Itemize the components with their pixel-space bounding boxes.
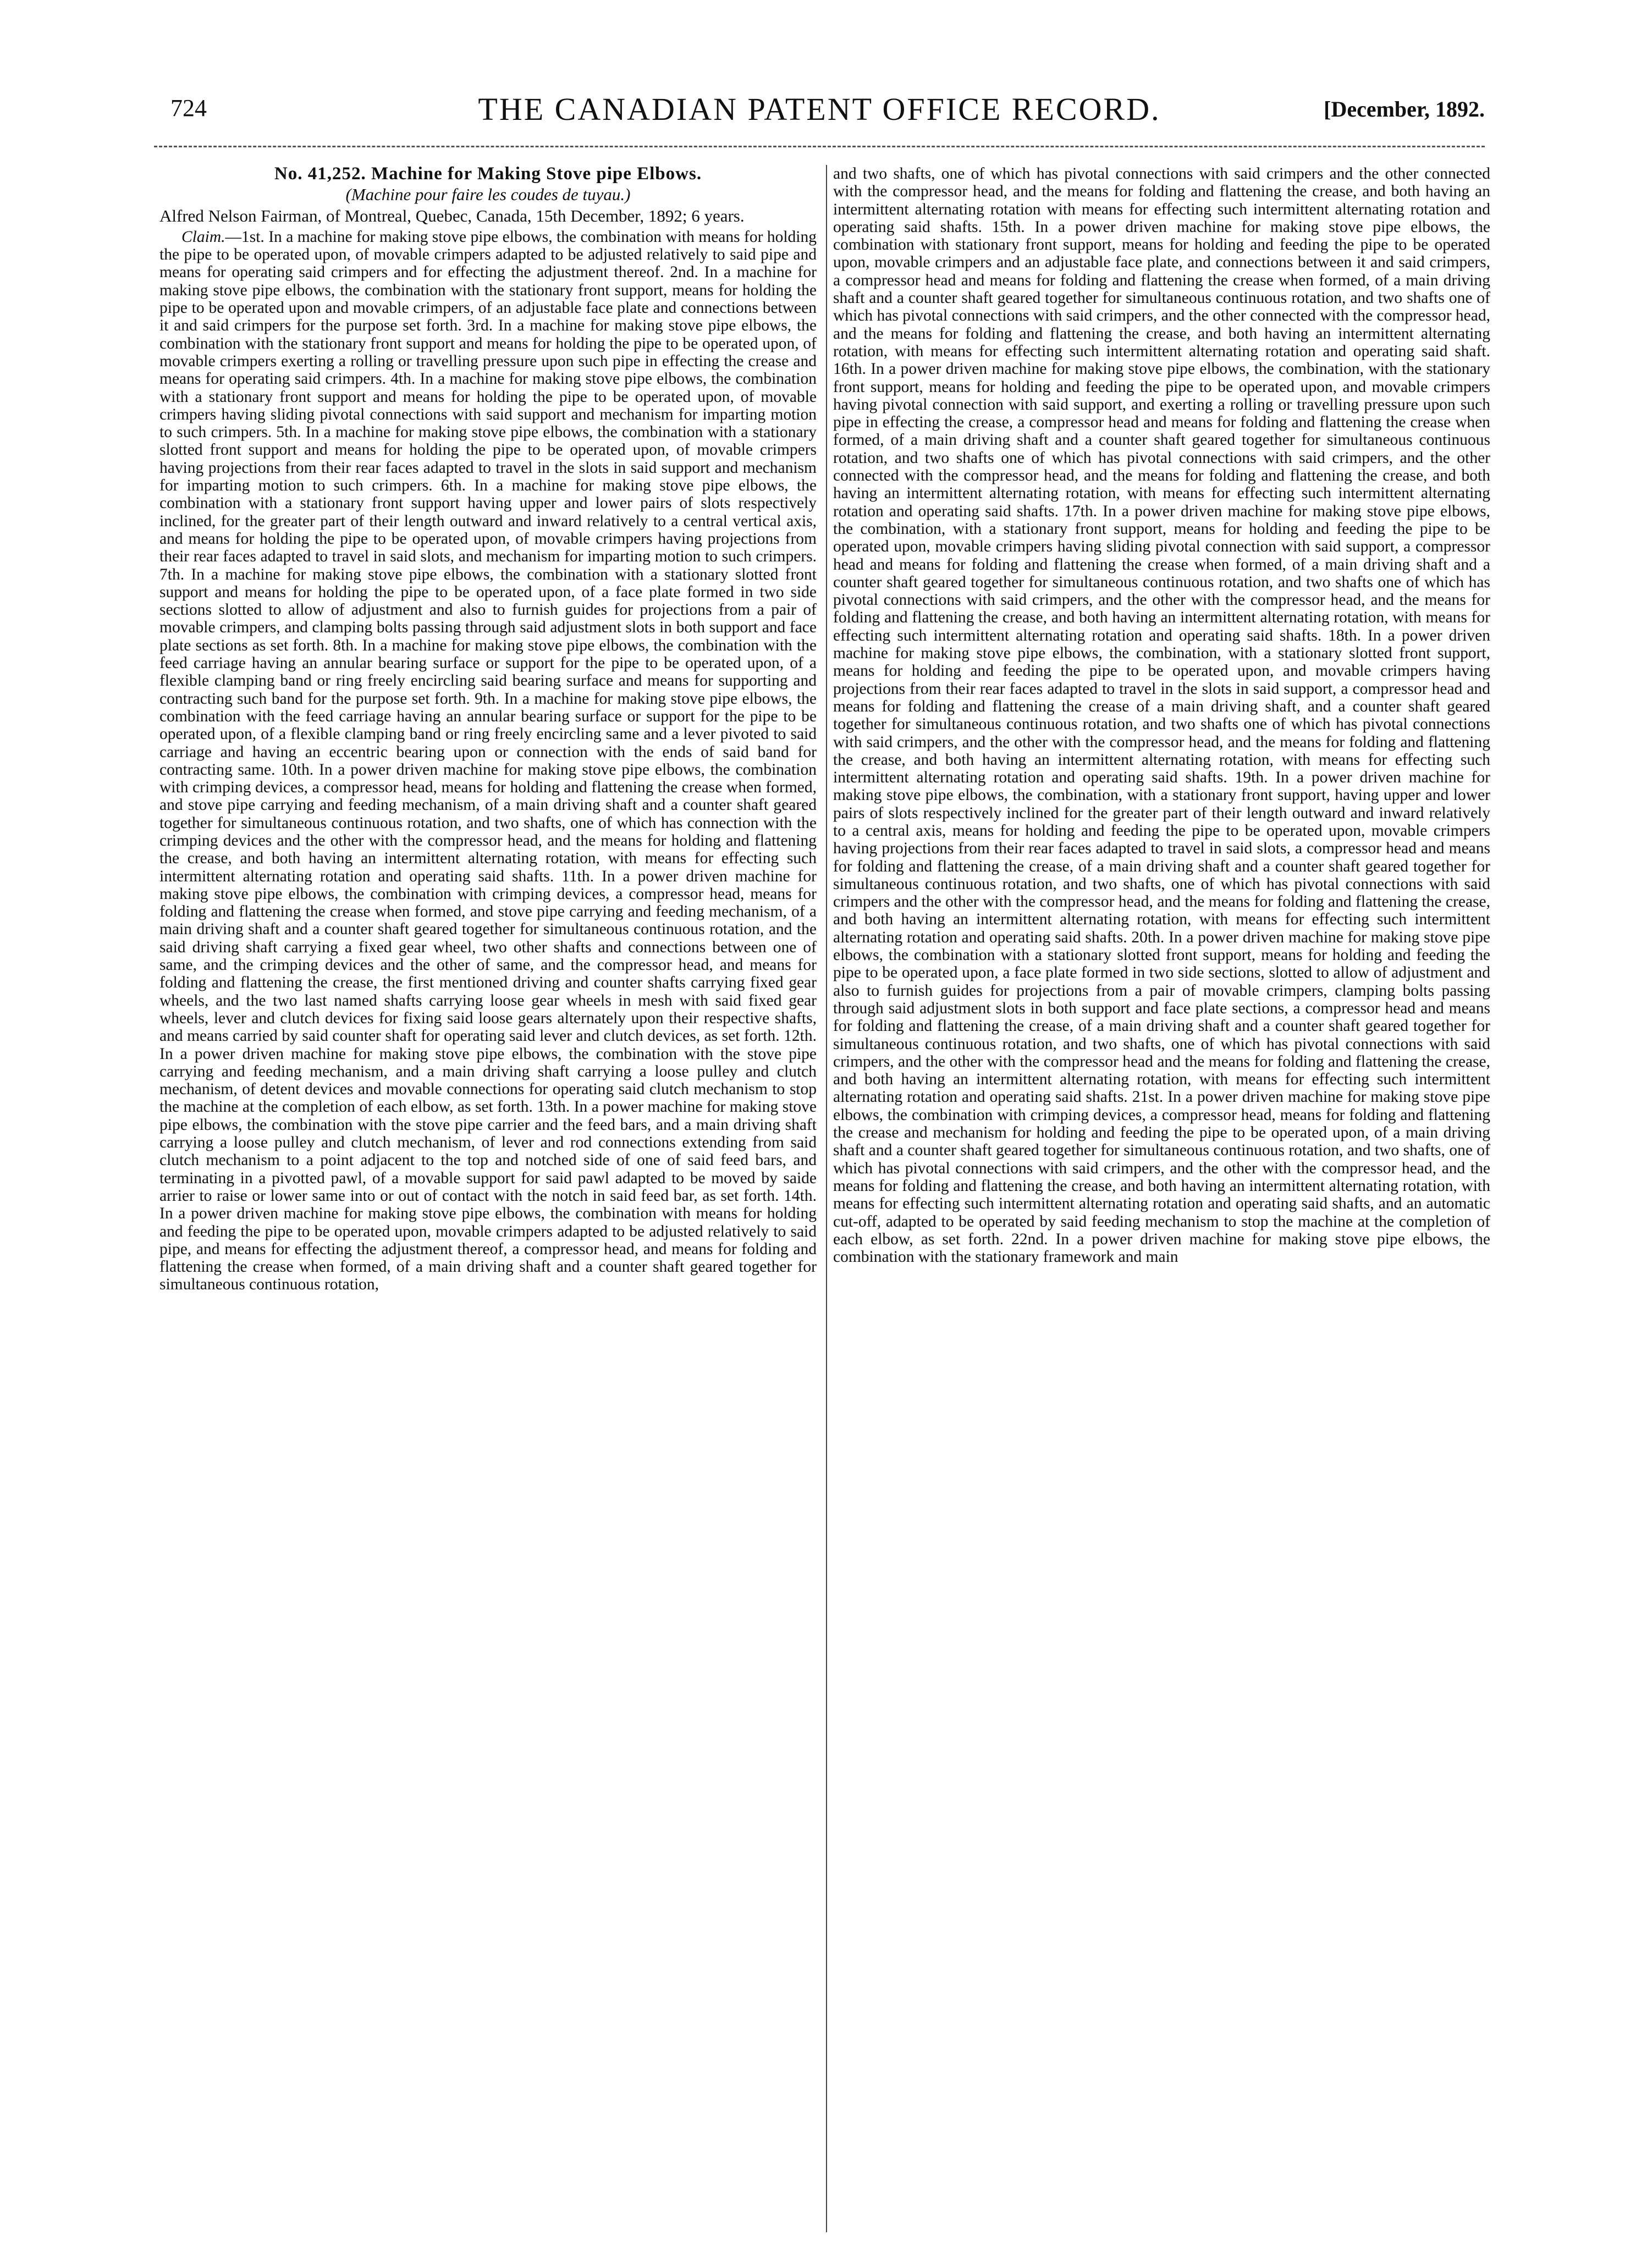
page-header [154, 91, 1485, 135]
patent-subtitle: (Machine pour faire les coudes de tuyau.) [345, 185, 631, 205]
right-column [833, 165, 1490, 2232]
page-number: 724 [170, 95, 207, 122]
left-column [159, 165, 817, 2232]
journal-title: THE CANADIAN PATENT OFFICE RECORD. [478, 91, 1161, 127]
claims-text-right: and two shafts, one of which has pivotal connections with said crimpers and the other connected with the compressor head, and the means for folding and flattening the crease, and both having an intermittent alternating rotation with means for effecting such intermittent alternating rotation and operating said shafts. 15th. In a power driven machine for making stove pipe elbows, the combination with stationary front support, means for holding and feeding the pipe to be operated upon, movable crimpers and an adjustable face plate, and connections between it and said crimpers, a compressor head and means for folding and flattening the crease when formed, of a main driving shaft and a counter shaft geared together for simultaneous continuous rotation, and two shafts one of which has pivotal connections with said crimpers, and the other connected with the compressor head, and the means for folding and flattening the crease, and both having an intermittent alternating rotation, with means for effecting such intermittent alternating rotation and operating said shaft. 16th. In a power driven machine for making stove pipe elbows, the combination, with the stationary front support, means for holding and feeding the pipe to be operated upon, and movable crimpers having pivotal connection with said support, and exerting a rolling or travelling pressure upon such pipe in effecting the crease, a compressor head and means for folding and flattening the crease when formed, of a main driving shaft and a counter shaft geared together for simultaneous continuous rotation, and two shafts one of which has pivotal connections with said crimpers, and the other connected with the compressor head, and the means for folding and flattening the crease, and both having an intermittent alternating rotation, with means for effecting such intermittent alternating rotation and operating said shafts. 17th. In a power driven machine for making stove pipe elbows, the combination, with a stationary front support, means for holding and feeding the pipe to be operated upon, movable crimpers having sliding pivotal connection with said support, a compressor head and means for folding and flattening the crease when formed, of a main driving shaft and a counter shaft geared together for simultaneous continuous rotation, and two shafts one of which has pivotal connections with said crimpers, and the other with the compressor head, and the means for folding and flattening the crease, and both having an intermittent alternating rotation, with means for effecting such intermittent alternating rotation and operating said shafts. 18th. In a power driven machine for making stove pipe elbows, the combination, with a stationary slotted front support, means for holding and feeding the pipe to be operated upon, and movable crimpers having projections from their rear faces adapted to travel in the slots in said support, a compressor head and means for folding and flattening the crease of a main driving shaft, and a counter shaft geared together for simultaneous continuous rotation, and two shafts one of which has pivotal connections with said crimpers, and the other with the compressor head, and the means for folding and flattening the crease, and both having an intermittent alternating rotation, with means for effecting such intermittent alternating rotation and operating said shafts. 19th. In a power driven machine for making stove pipe elbows, the combination, with a stationary front support, having upper and lower pairs of slots respectively inclined for the greater part of their length outward and inward relatively to a central axis, means for holding and feeding the pipe to be operated upon, movable crimpers having projections from their rear faces adapted to travel in said slots, a compressor head and means for folding and flattening the crease, of a main driving shaft and a counter shaft geared together for simultaneous continuous rotation, and two shafts, one of which has pivotal connections with said crimpers and the other with the compressor head, and the means for folding and flattening the crease, and both having an intermittent alternating rotation, with means for effecting such intermittent alternating rotation and operating said shafts. 20th. In a power driven machine for making stove pipe elbows, the combination with a stationary slotted front support, means for holding and feeding the pipe to be operated upon, a face plate formed in two side sections, slotted to allow of adjustment and also to furnish guides for projections from a pair of movable crimpers, clamping bolts passing through said adjustment slots in both support and face plate sections, a compressor head and means for folding and flattening the crease, of a main driving shaft and a counter shaft geared together for simultaneous continuous rotation, and two shafts, one of which has pivotal connections with said crimpers, and the other with the compressor head and the means for folding and flattening the crease, and both having an intermittent alternating rotation, with means for effecting such intermittent alternating rotation and operating said shafts. 21st. In a power driven machine for making stove pipe elbows, the combination with crimping devices, a compressor head, means for folding and flattening the crease and mechanism for holding and feeding the pipe to be operated upon, of a main driving shaft and a counter shaft geared together for simultaneous continuous rotation, and two shafts, one of which has pivotal connections with said crimpers, and the other with the compressor head, and the means for folding and flattening the crease, and both having an intermittent alternating rotation, with means for effecting such intermittent alternating rotation and operating said shafts, and an automatic cut-off, adapted to be operated by said feeding mechanism to stop the machine at the completion of each elbow, as set forth. 22nd. In a power driven machine for making stove pipe elbows, the combination with the stationary framework and main [833, 165, 1490, 1266]
claim-label: Claim. [181, 228, 225, 246]
claims-text-left: —1st. In a machine for making stove pipe elbows, the combination with means for holding the pipe to be operated upon, of movable crimpers adapted to be adjusted relatively to said pipe and means for operating said crimpers and for effecting the adjustment thereof. 2nd. In a machine for making stove pipe elbows, the combination with the stationary front support, means for holding the pipe to be operated upon and movable crimpers, of an adjustable face plate and connections between it and said crimpers for the purpose set forth. 3rd. In a machine for making stove pipe elbows, the combination with the stationary front support and means for holding the pipe to be operated upon, of movable crimpers exerting a rolling or travelling pressure upon such pipe in effecting the crease and means for operating said crimpers. 4th. In a machine for making stove pipe elbows, the combination with a stationary front support and means for holding the pipe to be operated upon, of movable crimpers having sliding pivotal connections with said support and mechanism for imparting motion to such crimpers. 5th. In a machine for making stove pipe elbows, the combination with a stationary slotted front support and means for holding the pipe to be operated upon, of movable crimpers having projections from their rear faces adapted to travel in the slots in said support and mechanism for imparting motion to such crimpers. 6th. In a machine for making stove pipe elbows, the combination with a stationary front support having upper and lower pairs of slots respectively inclined, for the greater part of their length outward and inward relatively to a central vertical axis, and means for holding the pipe to be operated upon, of movable crimpers having projections from their rear faces adapted to travel in said slots, and mechanism for imparting motion to such crimpers. 7th. In a machine for making stove pipe elbows, the combination with a stationary slotted front support and means for holding the pipe to be operated upon, of a face plate formed in two side sections slotted to allow of adjustment and also to furnish guides for projections from a pair of movable crimpers, and clamping bolts passing through said adjustment slots in both support and face plate sections as set forth. 8th. In a machine for making stove pipe elbows, the combination with the feed carriage having an annular bearing surface or support for the pipe to be operated upon, of a flexible clamping band or ring freely encircling said bearing surface and means for supporting and contracting such band for the purpose set forth. 9th. In a machine for making stove pipe elbows, the combination with the feed carriage having an annular bearing surface or support for the pipe to be operated upon, of a flexible clamping band or ring freely encircling same and a lever pivoted to said carriage and having an eccentric bearing upon or connection with the ends of said band for contracting same. 10th. In a power driven machine for making stove pipe elbows, the combination with crimping devices, a compressor head, means for holding and flattening the crease when formed, and stove pipe carrying and feeding mechanism, of a main driving shaft and a counter shaft geared together for simultaneous continuous rotation, and two shafts, one of which has connection with the crimping devices and the other with the compressor head, and the means for holding and flattening the crease, and both having an intermittent alternating rotation, with means for effecting such intermittent alternating rotation and operating said shafts. 11th. In a power driven machine for making stove pipe elbows, the combination with crimping devices, a compressor head, means for folding and flattening the crease when formed, and stove pipe carrying and feeding mechanism, of a main driving shaft and a counter shaft geared together for simultaneous continuous rotation, and the said driving shaft carrying a fixed gear wheel, two other shafts and connections between one of same, and the crimping devices and the other of same, and the compressor head, and means for folding and flattening the crease, the first mentioned driving and counter shafts carrying fixed gear wheels, and the two last named shafts carrying loose gear wheels in mesh with said fixed gear wheels, lever and clutch devices for fixing said loose gears alternately upon their respective shafts, and means carried by said counter shaft for operating said lever and clutch devices, as set forth. 12th. In a power driven machine for making stove pipe elbows, the combination with the stove pipe carrying and feeding mechanism, and a main driving shaft carrying a loose pulley and clutch mechanism, of detent devices and movable connections for operating said clutch mechanism to stop the machine at the completion of each elbow, as set forth. 13th. In a power machine for making stove pipe elbows, the combination with the stove pipe carrier and the feed bars, and a main driving shaft carrying a loose pulley and clutch mechanism, of lever and rod connections extending from said clutch mechanism to a point adjacent to the top and notched side of one of said feed bars, and terminating in a pivotted pawl, of a movable support for said pawl adapted to be moved by saide arrier to raise or lower same into or out of contact with the notch in said feed bar, as set forth. 14th. In a power driven machine for making stove pipe elbows, the combination with means for holding and feeding the pipe to be operated upon, movable crimpers adapted to be adjusted relatively to said pipe, and means for effecting the adjustment thereof, a compressor head, and means for folding and flattening the crease when formed, of a main driving shaft and a counter shaft geared together for simultaneous continuous rotation, [159, 228, 817, 1294]
header-rule [154, 146, 1485, 147]
claims-paragraph [159, 228, 817, 1294]
patent-inventor: Alfred Nelson Fairman, of Montreal, Quebec, Canada, 15th December, 1892; 6 years. [159, 206, 745, 225]
column-divider [826, 165, 827, 2232]
issue-date: [December, 1892. [1324, 97, 1485, 122]
patent-heading: No. 41,252. Machine for Making Stove pipe Elbows. [274, 165, 702, 184]
